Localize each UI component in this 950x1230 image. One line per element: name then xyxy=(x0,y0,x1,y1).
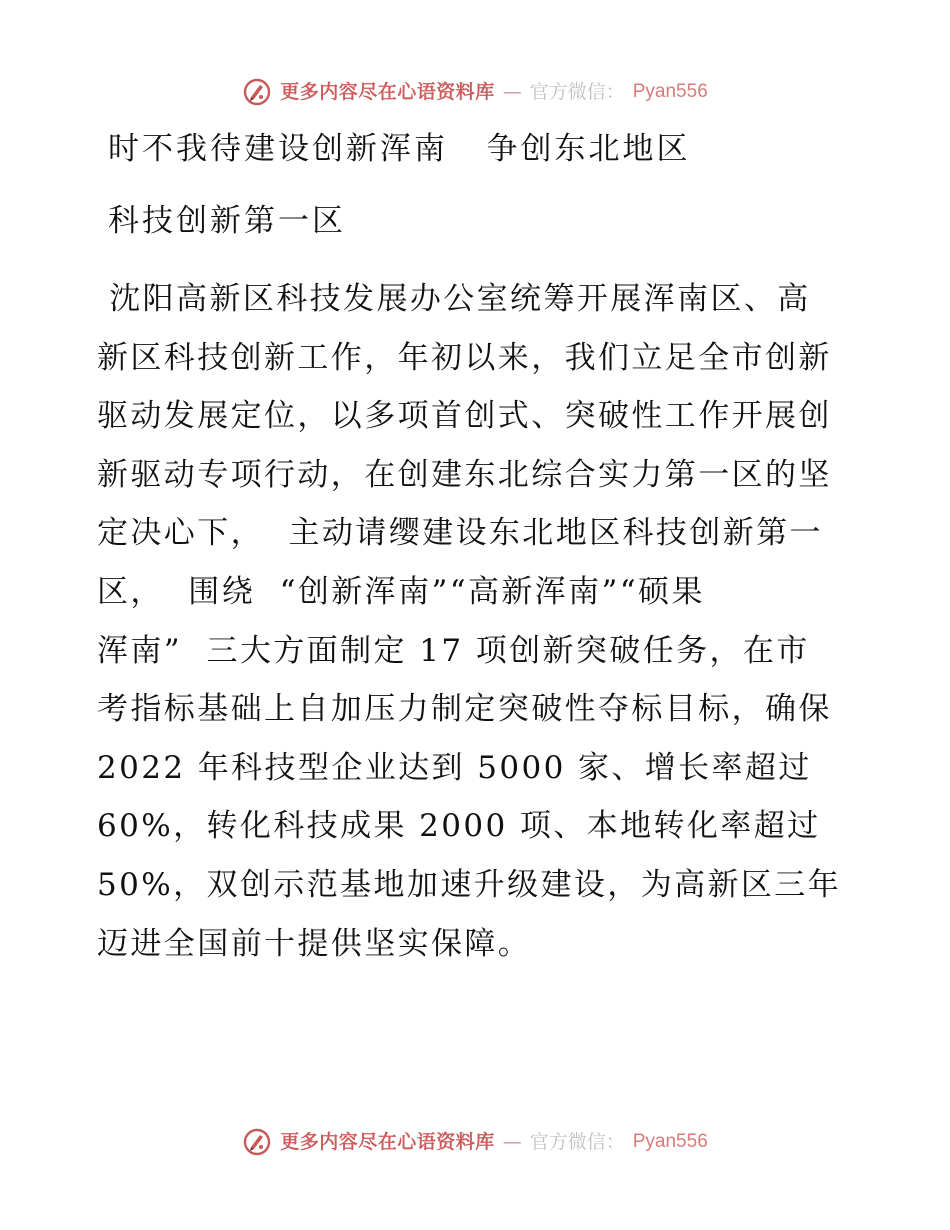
paragraph-line: 考指标基础上自加压力制定突破性夺标目标，确保 xyxy=(97,691,832,728)
watermark-separator: — xyxy=(502,81,522,103)
paragraph-line: 定决心下， 主动请缨建设东北地区科技创新第一 xyxy=(97,515,823,552)
watermark-contact-label: 官方微信： xyxy=(529,1131,625,1153)
title-line: 时不我待建设创新浑南 争创东北地区 xyxy=(108,131,691,167)
watermark-separator: — xyxy=(502,1131,522,1153)
paragraph-line: 浑南” 三大方面制定 17 项创新突破任务，在市 xyxy=(97,632,810,669)
watermark-contact-label: 官方微信： xyxy=(529,81,625,103)
paragraph-line: 新驱动专项行动，在创建东北综合实力第一区的坚 xyxy=(97,456,832,493)
header-watermark xyxy=(0,77,950,107)
logo-icon xyxy=(242,77,272,107)
paragraph-line: 驱动发展定位，以多项首创式、突破性工作开展创 xyxy=(97,398,832,435)
watermark-text: 更多内容尽在心语资料库 xyxy=(280,1131,495,1153)
paragraph-line: 沈阳高新区科技发展办公室统筹开展浑南区、高 xyxy=(97,281,811,317)
watermark-contact-id: Pyan556 xyxy=(632,1131,708,1152)
paragraph-line: 迈进全国前十提供坚实保障。 xyxy=(97,925,532,962)
body-paragraph xyxy=(97,270,857,973)
logo-icon xyxy=(242,1127,272,1157)
watermark-text: 更多内容尽在心语资料库 xyxy=(280,81,495,103)
footer-watermark xyxy=(0,1127,950,1157)
paragraph-line: 2022 年科技型企业达到 5000 家、增长率超过 xyxy=(97,749,812,786)
paragraph-line: 60%，转化科技成果 2000 项、本地转化率超过 xyxy=(97,808,821,845)
watermark-contact-id: Pyan556 xyxy=(632,81,708,102)
title-line: 科技创新第一区 xyxy=(108,203,346,239)
paragraph-line: 新区科技创新工作，年初以来，我们立足全市创新 xyxy=(97,339,832,376)
paragraph-line: 50%，双创示范基地加速升级建设，为高新区三年 xyxy=(97,866,842,903)
paragraph-line: 区， 围绕 “创新浑南”“高新浑南”“硕果 xyxy=(97,573,705,610)
